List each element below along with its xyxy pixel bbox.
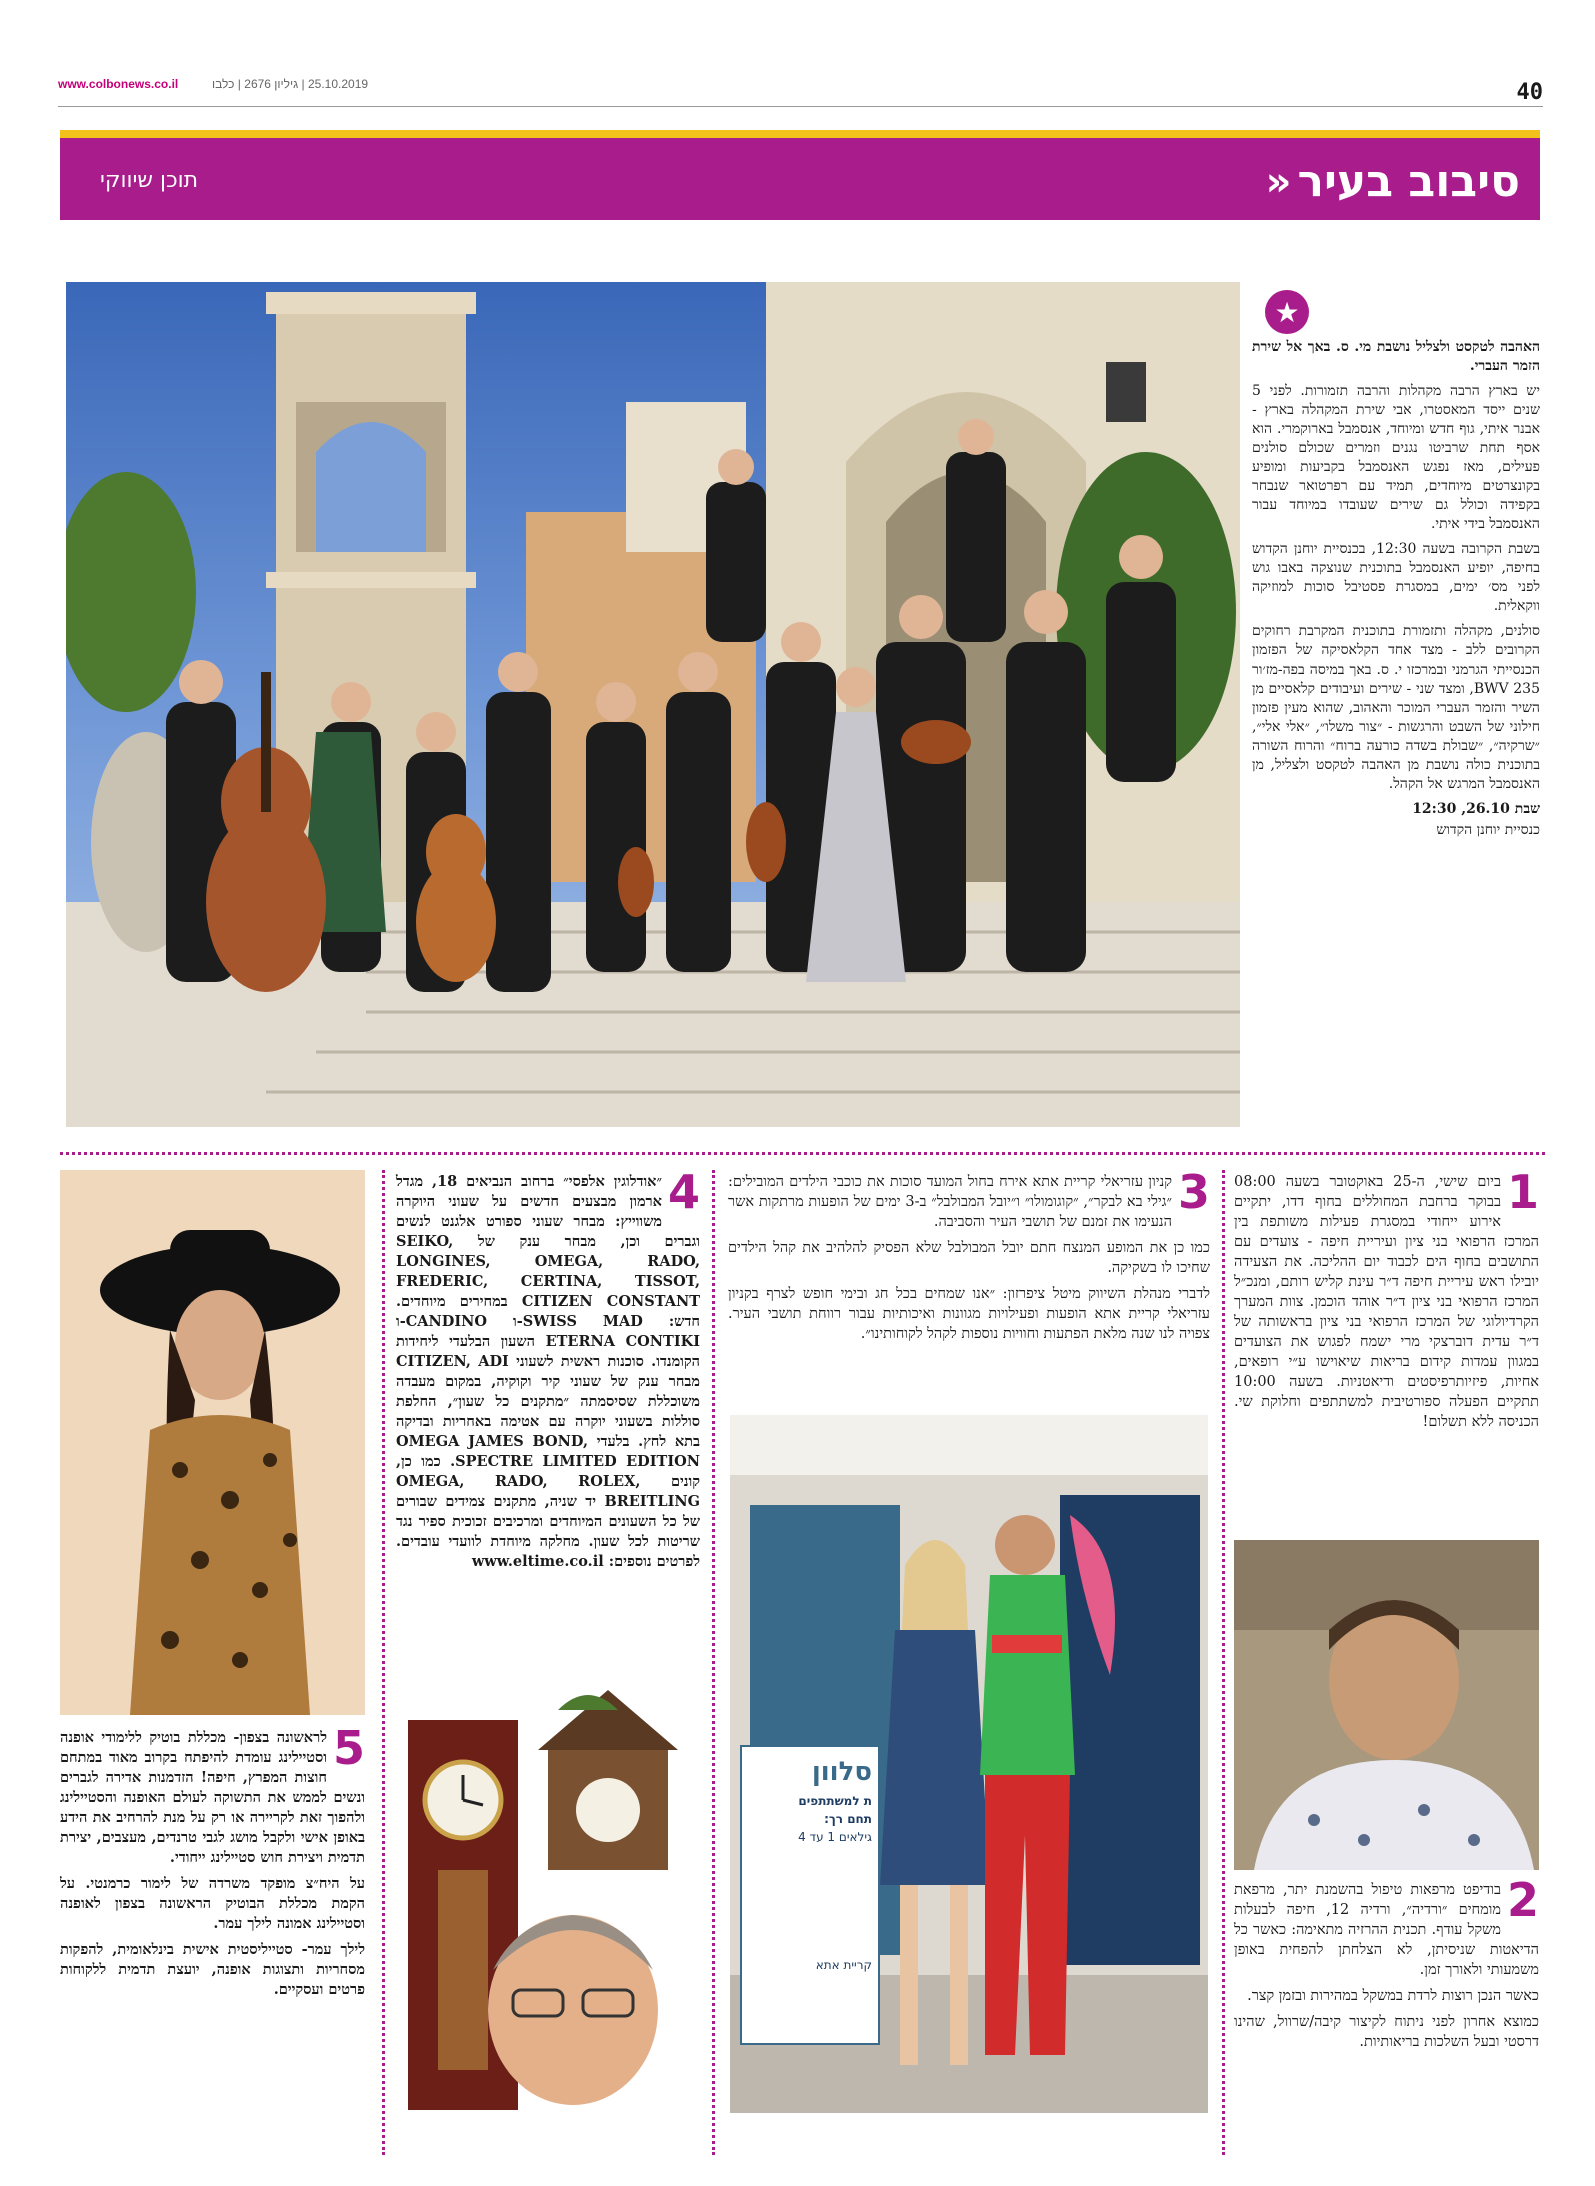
item-5-text-3: לילך עמר- סטייליסטית אישית בינלאומית, להפקות מסחריות ותצוגות אופנה, יועצת תדמית ללקוחות פרטים ועסקיים. bbox=[60, 1941, 365, 1998]
mall-sign-logo: סלוון bbox=[811, 1757, 872, 1787]
clocks-illustration bbox=[398, 1670, 700, 2115]
article-paragraph-2: בשבת הקרובה בשעה 12:30, בכנסיית יוחנן הקדוש בחיפה, יופיע האנסמבל בתוכנית שנוצקה באבו גוש לפני מס׳ ימים, במסגרת פסטיבל סוכות למוזיקה ווקאלית. bbox=[1252, 541, 1541, 615]
mall-sign-line-3: גילאים 1 עד 4 bbox=[798, 1830, 872, 1844]
item-5-text-2: על היח״צ מופקד משרדה של לימור כרמנטי. על הקמת מכללת הבוטיק הראשונה בצפון לאופנה וסטיילינג אמונה לילך עמר. bbox=[60, 1875, 365, 1932]
article-lead: האהבה לטקסט ולצליל נושבת מי. ס. באך אל שירת הזמר העברי. bbox=[1252, 339, 1540, 375]
section-title bbox=[1266, 156, 1520, 207]
article-paragraph-1: יש בארץ הרבה מקהלות והרבה תזמורות. לפני 5 שנים ייסד המאסטרו, אבי שירת המקהלה בארץ - אבנר איתי, גוף חדש ומיוחד, אנסמבל בארוקמרי. הוא אסף תחת שרביטו נגנים וזמרים שכולם סולנים פעילים, מאז נפגש האנסמבל בקביעות ומופיע בקונצרטים מיוחדים, תמיד עם רפרטואר שנבחר בקפידה וכולל גם שירים שעובדו במיוחד עבור האנסמבל בידי איתי. bbox=[1252, 383, 1540, 533]
item-number-5: 5 bbox=[332, 1721, 365, 1775]
item-number-2: 2 bbox=[1506, 1873, 1539, 1927]
mall-sign-line-2: תחם רך: bbox=[824, 1812, 872, 1826]
column-divider-1 bbox=[1222, 1170, 1225, 2155]
item-5 bbox=[60, 1721, 365, 2006]
column-divider-3 bbox=[382, 1170, 385, 2155]
item-2-text-3: כמוצא אחרון לפני ניתוח לקיצור קיבה/שרוול, שהינו דרסטי ובעל השלכות בריאותיות. bbox=[1234, 2014, 1539, 2050]
item-number-3: 3 bbox=[1177, 1165, 1210, 1219]
page-number: 40 bbox=[1516, 80, 1543, 105]
double-chevron-icon: « bbox=[1265, 158, 1284, 205]
section-title-text: סיבוב בעיר bbox=[1297, 156, 1520, 207]
column-divider-2 bbox=[712, 1170, 715, 2155]
item-3-text: קניון עזריאלי קריית אתא אירח בחול המועד סוכות את כוכבי הילדים המובילים: ״גילי בא לבקר״, ״קוגומולו״ ו״יובל המבולבל״ ב-3 ימים של הופעות מרתקות אשר הנעימו את זמנם של תושבי העיר והסביבה. bbox=[728, 1174, 1172, 1230]
star-icon: ★ bbox=[1265, 290, 1309, 334]
section-divider bbox=[60, 1152, 1545, 1155]
item-number-1: 1 bbox=[1506, 1165, 1539, 1219]
top-rule bbox=[58, 106, 1543, 107]
item-number-4: 4 bbox=[667, 1165, 700, 1219]
watch-shop-photo bbox=[398, 1670, 700, 2115]
item-4 bbox=[396, 1165, 700, 1578]
item-3 bbox=[728, 1165, 1210, 1350]
event-date: שבת 26.10, 12:30 bbox=[1412, 800, 1540, 817]
portrait-illustration bbox=[1234, 1540, 1539, 1870]
section-band bbox=[60, 130, 1540, 220]
item-3-text-2: כמו כן את המופע המנצח חתם יובל המבולבל שלא הפסיק להלהיב את קהל הילדים שחיכו לו בשקיקה. bbox=[728, 1240, 1210, 1276]
mall-sign-line-1: ת למשתתפים bbox=[798, 1794, 872, 1808]
issue-info: 25.10.2019 | גיליון 2676 | כלבו bbox=[212, 77, 369, 91]
bodyfit-portrait bbox=[1234, 1540, 1539, 1870]
stylist-portrait bbox=[60, 1170, 365, 1715]
item-4-text: ״אודלוגין אלפסי״ ברחוב הנביאים 18, מגדל ארמון מבצעים חדשים על שעוני היוקרה משווייץ: מבחר שעוני ספורט אלגנט לנשים וגברים וכן, מבחר ענק של SEIKO, LONGINES, OMEGA, RADO, FREDERIC, CERTINA, TISSOT, CITIZEN CONSTANT במחירים מיוחדים. חדש: SWISS MAD-ו CANDINO-ו ETERNA CONTIKI השעון הבלעדי ליחידות הקומנדו. סוכנות ראשית לשעוני CITIZEN, ADI מבחר ענק של שעוני קיר וקוקיה, במקום מעבדה משוכללת שסיסמתה ״מתקנים כל שעון״, החלפת סוללות בשעוני יוקרה עם אטימה באחריות ובדיקה בתא לחץ. בלעדי OMEGA JAMES BOND, SPECTRE LIMITED EDITION. כמו כן, קונים OMEGA, RADO, ROLEX, BREITLING יד שניה, מתקנים צמידים שבורים של כל השעונים המיוחדים ומרכיבים זכוכית ספיר נגד שריטות לכל שעון. מחלקה מיוחדת לוועדי עובדים. לפרטים נוספים: www.eltime.co.il bbox=[396, 1173, 700, 1570]
item-2 bbox=[1234, 1873, 1539, 2058]
mall-sign-line-4: קריית אתא bbox=[815, 1958, 872, 1972]
mall-sign bbox=[740, 1745, 880, 2045]
item-2-text: בודיפט מרפאות טיפול בהשמנת יתר, מרפאת מומחים ״ורדיה״, ורדיה 12, חיפה לבעלות משקל עודף. תכנית ההרזיה מתאימה: כאשר כל הדיאטות שניסיתן, לא הצלחתן להפחית באופן משמעותי ולאורך זמן. bbox=[1234, 1882, 1539, 1978]
item-5-text: לראשונה בצפון- מכללת בוטיק ללימודי אופנה וסטיילינג עומדת להיפתח בקרוב מאוד במתחם חוצות המפרץ, חיפה! הזדמנות אדירה לגברים ונשים לממש את התשוקה לעולם האופנה והסטיילינג ולהפוך זאת לקריירה או רק על מנת להרחיב את הידע באופן אישי ולקבל מושג לגבי טרנדים, מעצבים, יצירת תדמית ויצירת חוש סטיילינג ייחודי. bbox=[60, 1729, 365, 1866]
item-1 bbox=[1234, 1165, 1539, 1438]
ensemble-article bbox=[1252, 338, 1540, 846]
item-3-text-3: לדברי מנהלת השיווק מיטל ציפרזון: ״אנו שמחים בכל חג ובימי חופש לצרף בקניון עזריאלי קריית אתא הופעות ופעילויות מגוונות ואיכותיות עבור רווחת תושבי העיר. צפויה לנו שנה מלאת הפתעות וחוויות נוספות לקהל לקוחותינו״. bbox=[728, 1286, 1210, 1342]
article-paragraph-3: סולנים, מקהלה ותזמורת בתוכנית המקרבת רחוקים הקרובים ללב - מצד אחד הקלאסיקה של הפזמון הכנסייתי הגרמני ובמרכזו י. ס. באך במיסה בפה-מז׳ור BWV 235, ומצד שני - שירים ועיבודים קלאסיים מן השיר והזמר העברי המוכר והאהוב, שהוא מעין פזמון חילוני של השבט והרגשות - ״צור משלו״, ״אלי אלי״, ״שרקיה״, ״שבולת בשדה כורעה ברוח״ והרוח השורה בתוכנית כולה נושבת מן האהבה לטקסט ולצליל, מן האנסמבל המרגש אל הקהל. bbox=[1252, 623, 1540, 792]
sponsored-label: תוכן שיווקי bbox=[100, 168, 199, 193]
ensemble-photo bbox=[66, 282, 1240, 1127]
event-venue: כנסיית יוחנן הקדוש bbox=[1436, 821, 1540, 838]
item-2-text-2: כאשר הנכן רוצות לרדת במשקל במהירות ובזמן קצר. bbox=[1247, 1988, 1539, 2004]
site-url[interactable]: www.colbonews.co.il bbox=[58, 77, 179, 91]
ensemble-photo-illustration bbox=[66, 282, 1240, 1127]
mall-photo bbox=[730, 1415, 1208, 2113]
item-1-text: ביום שישי, ה-25 באוקטובר בשעה 08:00 בבוקר ברחבת המחוללים בחוף דדו, יתקיים אירוע ייחודי במסגרת פעילות משותפת בין המרכז הרפואי בני ציון ועיריית חיפה - צועדים עם התושבים בחוף הים לכבוד יום ההליכה. את הצעידה יובילו ראש עיריית חיפה ד״ר עינת קליש רותם, ומנכ״ל המרכז הרפואי בני ציון ד״ר אוהד הוכמן. צוות המערך הקרדיולוגי של המרכז הרפואי בני ציון בראשותה של ד״ר עדית דוברצקי מרי ישמח לפגוש את הצועדים במגוון עמדות קידום בריאות שיאוישו ע״י רופאים, אחיות, פיזיותרפיסטים ודיאטניות. בשעה 10:00 תתקיים הפעלה ספורטיבית למשתתפים וחלוקת שי. הכניסה ללא תשלום! bbox=[1234, 1174, 1539, 1430]
stylist-illustration bbox=[60, 1170, 365, 1715]
